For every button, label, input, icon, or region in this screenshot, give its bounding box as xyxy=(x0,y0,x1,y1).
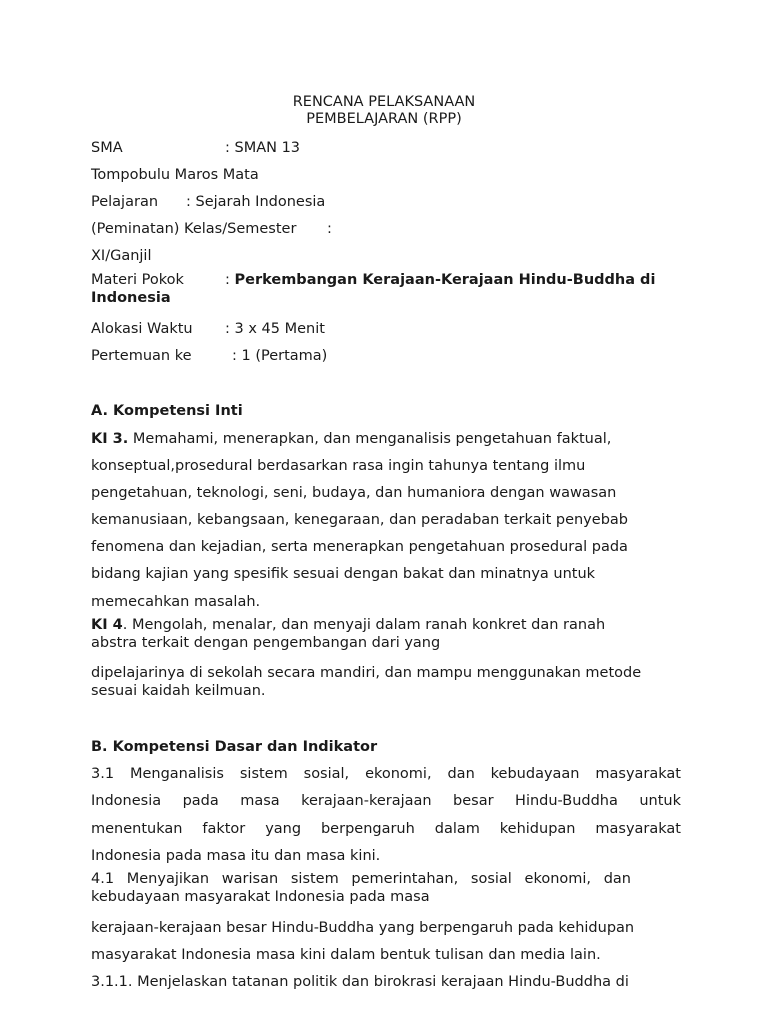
sma-value: : SMAN 13 xyxy=(225,140,301,156)
sma-label: SMA xyxy=(91,140,123,156)
alokasi-value: : 3 x 45 Menit xyxy=(225,321,325,337)
alokasi-label: Alokasi Waktu xyxy=(91,321,193,337)
ki3-line-4: kemanusiaan, kebangsaan, kenegaraan, dan peradaban terkait penyebab xyxy=(91,512,628,528)
identity-materi-row xyxy=(91,271,656,289)
kd41-line-1: 4.1 Menyajikan warisan sistem pemerintahan, sosial ekonomi, dan xyxy=(91,871,631,887)
ki4-text-1: . Mengolah, menalar, dan menyaji dalam ranah konkret dan ranah xyxy=(122,617,606,633)
kd41-line-3: kerajaan-kerajaan besar Hindu-Buddha yang berpengaruh pada kehidupan xyxy=(91,920,635,936)
pelajaran-label: Pelajaran xyxy=(91,194,159,210)
school-continuation: Tompobulu Maros Mata xyxy=(91,167,259,183)
kd31-line-2: Indonesia pada masa kerajaan-kerajaan besar Hindu-Buddha untuk xyxy=(91,793,681,809)
ki3-label: KI 3. xyxy=(91,431,129,447)
section-a-heading: A. Kompetensi Inti xyxy=(91,403,243,419)
materi-colon: : xyxy=(225,272,235,288)
kd41-line-2: kebudayaan masyarakat Indonesia pada masa xyxy=(91,889,430,905)
pertemuan-label: Pertemuan ke xyxy=(91,348,192,364)
ki4-line-4: sesuai kaidah keilmuan. xyxy=(91,683,266,699)
document-title-line-2: PEMBELAJARAN (RPP) xyxy=(306,111,462,127)
ki3-line-1 xyxy=(91,430,611,448)
identity-sma-row xyxy=(91,139,301,157)
pelajaran-value: : Sejarah Indonesia xyxy=(186,194,326,210)
ki3-line-2: konseptual,prosedural berdasarkan rasa ingin tahunya tentang ilmu xyxy=(91,458,586,474)
ki4-line-3: dipelajarinya di sekolah secara mandiri, dan mampu menggunakan metode xyxy=(91,665,642,681)
kd41-line-4: masyarakat Indonesia masa kini dalam bentuk tulisan dan media lain. xyxy=(91,947,601,963)
materi-value-line-1 xyxy=(225,271,655,289)
ki3-line-7: memecahkan masalah. xyxy=(91,594,261,610)
identity-alokasi-row xyxy=(91,320,325,338)
document-title-line-1: RENCANA PELAKSANAAN xyxy=(292,94,476,110)
materi-label: Materi Pokok xyxy=(91,272,184,288)
ki4-line-2: abstra terkait dengan pengembangan dari yang xyxy=(91,635,441,651)
section-b-heading: B. Kompetensi Dasar dan Indikator xyxy=(91,739,378,755)
kd31-line-1: 3.1 Menganalisis sistem sosial, ekonomi, dan kebudayaan masyarakat xyxy=(91,766,681,782)
ki3-line-6: bidang kajian yang spesifik sesuai dengan bakat dan minatnya untuk xyxy=(91,566,596,582)
ki4-label: KI 4 xyxy=(91,617,123,633)
identity-pelajaran-row xyxy=(91,193,326,211)
ki3-line-5: fenomena dan kejadian, serta menerapkan pengetahuan prosedural pada xyxy=(91,539,628,555)
identity-pertemuan-row xyxy=(91,347,328,365)
kd31-line-3: menentukan faktor yang berpengaruh dalam kehidupan masyarakat xyxy=(91,821,681,837)
kelas-label: (Peminatan) Kelas/Semester xyxy=(91,221,297,237)
identity-kelas-row xyxy=(91,220,332,238)
ki3-text-1: Memahami, menerapkan, dan menganalisis pengetahuan faktual, xyxy=(128,431,612,447)
indicator-3-1-1: 3.1.1. Menjelaskan tatanan politik dan birokrasi kerajaan Hindu-Buddha di xyxy=(91,974,629,990)
ki4-line-1 xyxy=(91,616,605,634)
kelas-colon: : xyxy=(327,221,332,237)
kelas-value: XI/Ganjil xyxy=(91,248,152,264)
kd31-line-4: Indonesia pada masa itu dan masa kini. xyxy=(91,848,381,864)
materi-value: Perkembangan Kerajaan-Kerajaan Hindu-Buddha di xyxy=(234,272,656,288)
ki3-line-3: pengetahuan, teknologi, seni, budaya, dan humaniora dengan wawasan xyxy=(91,485,617,501)
materi-value-line-2: Indonesia xyxy=(91,290,171,306)
pertemuan-value: : 1 (Pertama) xyxy=(232,348,328,364)
